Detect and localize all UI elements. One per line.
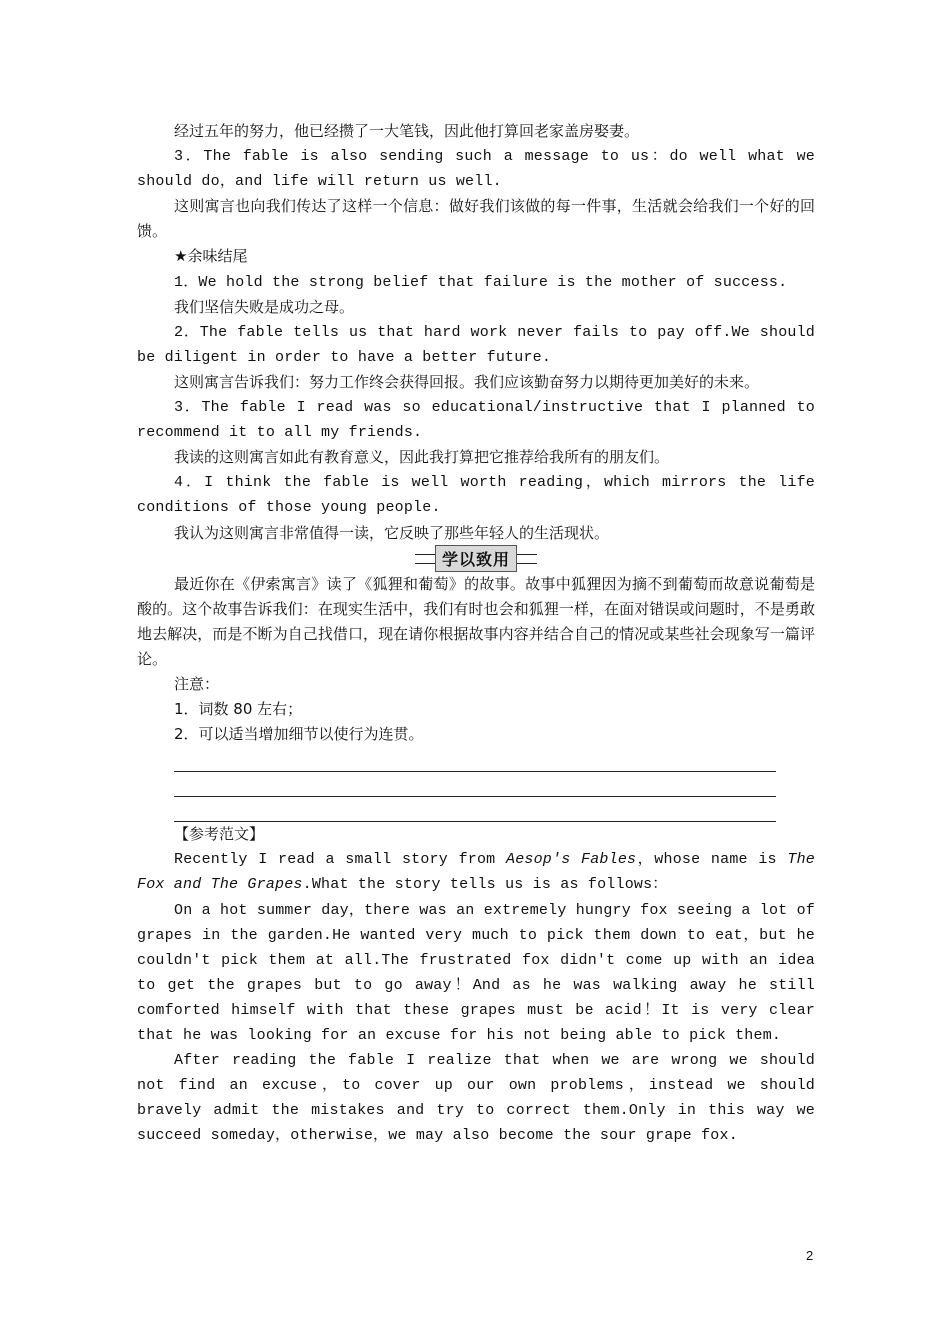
note-item: 1．词数 80 左右； (174, 700, 303, 719)
banner-label: 学以致用 (435, 545, 517, 572)
paragraph: 我读的这则寓言如此有教育意义，因此我打算把它推荐给我所有的朋友们。 (174, 448, 670, 467)
banner-bar-left (415, 554, 435, 564)
paragraph: 我认为这则寓言非常值得一读，它反映了那些年轻人的生活现状。 (174, 523, 610, 542)
sample-label: 【参考范文】 (174, 825, 265, 844)
paragraph: 我们坚信失败是成功之母。 (174, 297, 355, 316)
page-number: 2 (806, 1248, 814, 1263)
task-prompt: 最近你在《伊索寓言》读了《狐狸和葡萄》的故事。故事中狐狸因为摘不到葡萄而故意说葡萄是酸的。这个故事告诉我们：在现实生活中，我们有时也会和狐狸一样，在面对错误或问题时，不是勇敢地去解决，而是不断为自己找借口，现在请你根据故事内容并结合自己的情况或某些社会现象写一篇评论。 (137, 574, 815, 668)
section-banner (137, 546, 815, 572)
answer-line[interactable] (174, 797, 776, 822)
paragraph: 这则寓言告诉我们：努力工作终会获得回报。我们应该勤奋努力以期待更加美好的未来。 (174, 372, 760, 391)
sample-paragraph: After reading the fable I realize that when we are wrong we should not find an excuse，to cover up our own problems，instead we should bravely admit the mistakes and try to correct them.Only in this way we succeed someday，otherwise，we may also become the sour grape fox. (137, 1052, 815, 1145)
text-run: .What the story tells us is as follows： (302, 876, 668, 894)
page-content (137, 119, 815, 1148)
sample-paragraph (137, 847, 815, 897)
answer-line[interactable] (174, 772, 776, 797)
text-run: ，whose name is (636, 851, 788, 869)
section-heading: ★余味结尾 (174, 247, 248, 266)
paragraph: 1．We hold the strong belief that failure is the mother of success. (174, 273, 788, 291)
paragraph: 3．The fable I read was so educational/instructive that I planned to recommend it to all my friends. (137, 399, 815, 442)
paragraph: 经过五年的努力，他已经攒了一大笔钱，因此他打算回老家盖房娶妻。 (174, 122, 640, 140)
story-title: The Fox and The Grapes (137, 851, 815, 894)
banner-bar-right (517, 554, 537, 564)
paragraph: 3．The fable is also sending such a message to us：do well what we should do，and life will return us well. (137, 148, 815, 191)
text-run: Recently I read a small story from (174, 851, 506, 869)
book-title: Aesop's Fables (506, 851, 637, 869)
paragraph: 这则寓言也向我们传达了这样一个信息：做好我们该做的每一件事，生活就会给我们一个好的回馈。 (137, 197, 815, 241)
paragraph: 2．The fable tells us that hard work never fails to pay off.We should be diligent in order to have a better future. (137, 323, 815, 366)
sample-paragraph: On a hot summer day，there was an extremely hungry fox seeing a lot of grapes in the garden.He wanted very much to pick them down to eat，but he couldn't pick them at all.The frustrated fox didn't come up with an idea to get the grapes but to go away！And as he was walking away he still comforted himself with that these grapes must be acid！It is very clear that he was looking for an excuse for his not being able to pick them. (137, 901, 815, 1044)
note-label: 注意： (174, 674, 220, 693)
note-item: 2．可以适当增加细节以使行为连贯。 (174, 725, 424, 744)
paragraph: 4．I think the fable is well worth reading，which mirrors the life conditions of those young people. (137, 474, 815, 517)
answer-line[interactable] (174, 747, 776, 772)
